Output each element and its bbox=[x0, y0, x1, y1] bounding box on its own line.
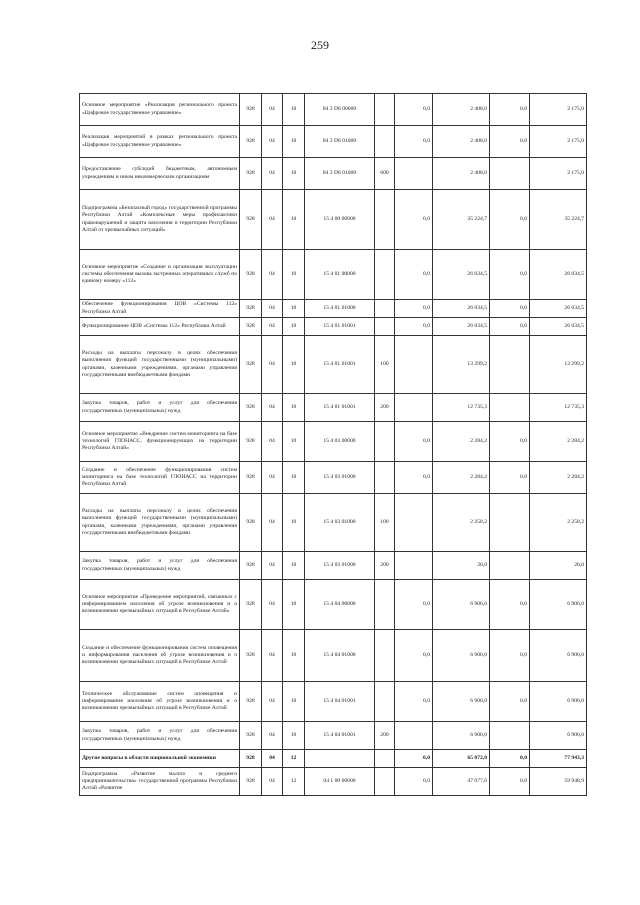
page-number: 259 bbox=[311, 38, 329, 52]
amount-col-4: 2 175,0 bbox=[530, 126, 587, 158]
section-code: 04 bbox=[262, 250, 283, 300]
amount-col-2: 47 077,6 bbox=[433, 768, 490, 796]
amount-col-2: 35 224,7 bbox=[433, 190, 490, 250]
section-code: 04 bbox=[262, 394, 283, 422]
amount-col-4: 12 735,3 bbox=[530, 394, 587, 422]
table-row bbox=[80, 682, 587, 722]
row-name: Техническое обслуживание систем оповещения и информирования населения об угрозе возникновения и о возникновении чрезвычайных ситуаций в Республике Алтай bbox=[80, 682, 240, 722]
budget-table bbox=[79, 93, 587, 796]
amount-col-3: 0,0 bbox=[490, 94, 530, 126]
amount-col-1: 0,0 bbox=[395, 750, 433, 768]
ministry-code: 928 bbox=[240, 580, 262, 630]
row-name: Закупка товаров, работ и услуг для обеспечения государственных (муниципальных) нужд bbox=[80, 722, 240, 750]
amount-col-2: 6 906,0 bbox=[433, 722, 490, 750]
expense-type bbox=[375, 422, 395, 462]
section-code: 04 bbox=[262, 94, 283, 126]
row-name: Реализация мероприятий в рамках регионального проекта «Цифровое государственное управление» bbox=[80, 126, 240, 158]
expense-type bbox=[375, 190, 395, 250]
amount-col-4: 6 906,0 bbox=[530, 722, 587, 750]
amount-col-3 bbox=[490, 336, 530, 394]
subsection-code: 10 bbox=[283, 580, 305, 630]
subsection-code: 10 bbox=[283, 126, 305, 158]
ministry-code: 928 bbox=[240, 462, 262, 494]
amount-col-3: 0,0 bbox=[490, 422, 530, 462]
section-code: 04 bbox=[262, 300, 283, 318]
section-code: 04 bbox=[262, 462, 283, 494]
section-code: 04 bbox=[262, 552, 283, 580]
expense-type bbox=[375, 768, 395, 796]
amount-col-1 bbox=[395, 394, 433, 422]
ministry-code: 928 bbox=[240, 630, 262, 682]
subsection-code: 10 bbox=[283, 94, 305, 126]
table-row bbox=[80, 318, 587, 336]
row-name: Другие вопросы в области национальной экономики bbox=[80, 750, 240, 768]
expense-type: 200 bbox=[375, 552, 395, 580]
target-article: 15 4 03 00000 bbox=[305, 422, 375, 462]
target-article: 15 4 01 01001 bbox=[305, 318, 375, 336]
section-code: 04 bbox=[262, 682, 283, 722]
subsection-code: 10 bbox=[283, 422, 305, 462]
expense-type: 200 bbox=[375, 394, 395, 422]
expense-type bbox=[375, 682, 395, 722]
amount-col-1 bbox=[395, 494, 433, 552]
table-row bbox=[80, 190, 587, 250]
subsection-code: 10 bbox=[283, 300, 305, 318]
ministry-code: 928 bbox=[240, 750, 262, 768]
row-name: Закупка товаров, работ и услуг для обеспечения государственных (муниципальных) нужд bbox=[80, 394, 240, 422]
ministry-code: 928 bbox=[240, 190, 262, 250]
subsection-code: 10 bbox=[283, 630, 305, 682]
table-row bbox=[80, 300, 587, 318]
amount-col-1 bbox=[395, 552, 433, 580]
amount-col-3: 0,0 bbox=[490, 682, 530, 722]
row-name: Создание и обеспечение функционирования систем оповещения и информирования населения об угрозе возникновения и о возникновении чрезвычайных ситуаций в Республике Алтай bbox=[80, 630, 240, 682]
table-row bbox=[80, 422, 587, 462]
amount-col-1: 0,0 bbox=[395, 630, 433, 682]
amount-col-4: 26,0 bbox=[530, 552, 587, 580]
amount-col-4: 2 175,0 bbox=[530, 158, 587, 190]
table-row bbox=[80, 768, 587, 796]
target-article: 15 4 03 01000 bbox=[305, 494, 375, 552]
amount-col-4: 2 284,2 bbox=[530, 462, 587, 494]
ministry-code: 928 bbox=[240, 126, 262, 158]
row-name: Основное мероприятие «Внедрение систем мониторинга на базе технологий ГЛОНАСС, функционирующих на территории Республики Алтай» bbox=[80, 422, 240, 462]
amount-col-2: 2 284,2 bbox=[433, 422, 490, 462]
amount-col-3: 0,0 bbox=[490, 190, 530, 250]
amount-col-4: 13 299,2 bbox=[530, 336, 587, 394]
subsection-code: 10 bbox=[283, 682, 305, 722]
ministry-code: 928 bbox=[240, 318, 262, 336]
section-code: 04 bbox=[262, 158, 283, 190]
target-article: 04 3 D6 00000 bbox=[305, 94, 375, 126]
ministry-code: 928 bbox=[240, 394, 262, 422]
amount-col-1: 0,0 bbox=[395, 250, 433, 300]
amount-col-1: 0,0 bbox=[395, 768, 433, 796]
amount-col-1: 0,0 bbox=[395, 318, 433, 336]
amount-col-4: 2 284,2 bbox=[530, 422, 587, 462]
amount-col-2: 26 034,5 bbox=[433, 318, 490, 336]
amount-col-1: 0,0 bbox=[395, 580, 433, 630]
amount-col-2: 6 906,0 bbox=[433, 580, 490, 630]
target-article: 04 3 D6 01000 bbox=[305, 126, 375, 158]
section-code: 04 bbox=[262, 336, 283, 394]
amount-col-2: 26 034,5 bbox=[433, 250, 490, 300]
row-name: Подпрограмма «Безопасный город» государственной программы Республики Алтай «Комплексные меры профилактики правонарушений и защита населения и территории Республики Алтай от чрезвычайных ситуаций» bbox=[80, 190, 240, 250]
target-article: 15 4 01 01001 bbox=[305, 336, 375, 394]
amount-col-4: 59 948,9 bbox=[530, 768, 587, 796]
amount-col-2: 26,0 bbox=[433, 552, 490, 580]
amount-col-3 bbox=[490, 494, 530, 552]
amount-col-4: 26 034,5 bbox=[530, 250, 587, 300]
ministry-code: 928 bbox=[240, 722, 262, 750]
table-row bbox=[80, 94, 587, 126]
ministry-code: 928 bbox=[240, 94, 262, 126]
subsection-code: 10 bbox=[283, 250, 305, 300]
expense-type bbox=[375, 94, 395, 126]
expense-type bbox=[375, 750, 395, 768]
ministry-code: 928 bbox=[240, 768, 262, 796]
ministry-code: 928 bbox=[240, 422, 262, 462]
expense-type bbox=[375, 318, 395, 336]
amount-col-1 bbox=[395, 336, 433, 394]
amount-col-2: 2 284,2 bbox=[433, 462, 490, 494]
amount-col-1: 0,0 bbox=[395, 94, 433, 126]
amount-col-2: 2 258,2 bbox=[433, 494, 490, 552]
table-row bbox=[80, 552, 587, 580]
amount-col-3: 0,0 bbox=[490, 318, 530, 336]
amount-col-4: 6 906,0 bbox=[530, 580, 587, 630]
subsection-code: 10 bbox=[283, 394, 305, 422]
subsection-code: 10 bbox=[283, 190, 305, 250]
target-article: 04 1 00 00000 bbox=[305, 768, 375, 796]
amount-col-4: 6 906,0 bbox=[530, 630, 587, 682]
ministry-code: 928 bbox=[240, 336, 262, 394]
amount-col-2: 2 408,0 bbox=[433, 126, 490, 158]
amount-col-2: 2 408,0 bbox=[433, 94, 490, 126]
table-row bbox=[80, 462, 587, 494]
table-row bbox=[80, 336, 587, 394]
amount-col-1 bbox=[395, 722, 433, 750]
amount-col-4: 77 943,3 bbox=[530, 750, 587, 768]
section-code: 04 bbox=[262, 750, 283, 768]
subsection-code: 10 bbox=[283, 552, 305, 580]
subsection-code: 12 bbox=[283, 768, 305, 796]
amount-col-3: 0,0 bbox=[490, 300, 530, 318]
amount-col-4: 6 906,0 bbox=[530, 682, 587, 722]
target-article: 04 3 D6 01000 bbox=[305, 158, 375, 190]
amount-col-4: 2 258,2 bbox=[530, 494, 587, 552]
amount-col-3: 0,0 bbox=[490, 580, 530, 630]
table-row bbox=[80, 722, 587, 750]
table-row bbox=[80, 630, 587, 682]
row-name: Основное мероприятие «Реализация регионального проекта «Цифровое государственное управление» bbox=[80, 94, 240, 126]
target-article: 15 4 04 01001 bbox=[305, 722, 375, 750]
subsection-code: 10 bbox=[283, 494, 305, 552]
amount-col-3: 0,0 bbox=[490, 250, 530, 300]
table-body bbox=[80, 94, 587, 796]
amount-col-3 bbox=[490, 722, 530, 750]
amount-col-3 bbox=[490, 552, 530, 580]
subsection-code: 10 bbox=[283, 722, 305, 750]
subsection-code: 10 bbox=[283, 158, 305, 190]
ministry-code: 928 bbox=[240, 300, 262, 318]
subsection-code: 10 bbox=[283, 336, 305, 394]
amount-col-3 bbox=[490, 158, 530, 190]
amount-col-2: 65 072,0 bbox=[433, 750, 490, 768]
subsection-code: 12 bbox=[283, 750, 305, 768]
row-name: Подпрограмма «Развитие малого и среднего предпринимательства» государственной программы Республики Алтай «Развитие bbox=[80, 768, 240, 796]
amount-col-1: 0,0 bbox=[395, 462, 433, 494]
section-code: 04 bbox=[262, 630, 283, 682]
section-code: 04 bbox=[262, 580, 283, 630]
target-article: 15 4 01 01000 bbox=[305, 300, 375, 318]
expense-type bbox=[375, 462, 395, 494]
amount-col-3: 0,0 bbox=[490, 462, 530, 494]
target-article: 15 4 03 01000 bbox=[305, 552, 375, 580]
target-article: 15 4 04 00000 bbox=[305, 580, 375, 630]
row-name: Расходы на выплаты персоналу в целях обеспечения выполнения функций государственными (муниципальными) органами, казенными учреждениями, органами управления государственными внебюджетными фондами bbox=[80, 494, 240, 552]
table-row bbox=[80, 158, 587, 190]
row-name: Расходы на выплаты персоналу в целях обеспечения выполнения функций государственными (муниципальными) органами, казенными учреждениями, органами управления государственными внебюджетными фондами bbox=[80, 336, 240, 394]
subsection-code: 10 bbox=[283, 462, 305, 494]
target-article: 15 4 04 01001 bbox=[305, 682, 375, 722]
target-article: 15 4 01 00000 bbox=[305, 250, 375, 300]
amount-col-4: 2 175,0 bbox=[530, 94, 587, 126]
amount-col-2: 13 299,2 bbox=[433, 336, 490, 394]
section-code: 04 bbox=[262, 318, 283, 336]
target-article: 15 4 04 01000 bbox=[305, 630, 375, 682]
amount-col-3: 0,0 bbox=[490, 126, 530, 158]
expense-type bbox=[375, 126, 395, 158]
target-article bbox=[305, 750, 375, 768]
section-code: 04 bbox=[262, 126, 283, 158]
amount-col-2: 6 906,0 bbox=[433, 682, 490, 722]
table-row bbox=[80, 126, 587, 158]
amount-col-2: 2 408,0 bbox=[433, 158, 490, 190]
subsection-code: 10 bbox=[283, 318, 305, 336]
amount-col-1: 0,0 bbox=[395, 190, 433, 250]
row-name: Обеспечение функционирования ЦОВ «Системы 112» Республики Алтай bbox=[80, 300, 240, 318]
target-article: 15 4 03 01000 bbox=[305, 462, 375, 494]
table-row bbox=[80, 494, 587, 552]
expense-type bbox=[375, 300, 395, 318]
amount-col-4: 35 224,7 bbox=[530, 190, 587, 250]
section-code: 04 bbox=[262, 768, 283, 796]
row-name: Функционирование ЦОВ «Системы 112» Республики Алтай bbox=[80, 318, 240, 336]
row-name: Основное мероприятие «Проведение мероприятий, связанных с информированием населения об угрозе возникновения и о возникновении чрезвычайных ситуаций в Республике Алтай» bbox=[80, 580, 240, 630]
amount-col-4: 26 034,5 bbox=[530, 300, 587, 318]
table-row bbox=[80, 250, 587, 300]
amount-col-3: 0,0 bbox=[490, 630, 530, 682]
expense-type bbox=[375, 580, 395, 630]
table-row bbox=[80, 580, 587, 630]
row-name: Предоставление субсидий бюджетным, автономным учреждениям и иным некоммерческим организациям bbox=[80, 158, 240, 190]
section-code: 04 bbox=[262, 494, 283, 552]
row-name: Создание и обеспечение функционирования систем мониторинга на базе технологий ГЛОНАСС на территории Республики Алтай bbox=[80, 462, 240, 494]
target-article: 15 4 00 00000 bbox=[305, 190, 375, 250]
expense-type: 100 bbox=[375, 336, 395, 394]
amount-col-1: 0,0 bbox=[395, 126, 433, 158]
section-code: 04 bbox=[262, 722, 283, 750]
table-row bbox=[80, 750, 587, 768]
expense-type: 600 bbox=[375, 158, 395, 190]
amount-col-1 bbox=[395, 158, 433, 190]
ministry-code: 928 bbox=[240, 682, 262, 722]
ministry-code: 928 bbox=[240, 158, 262, 190]
amount-col-4: 26 034,5 bbox=[530, 318, 587, 336]
amount-col-1: 0,0 bbox=[395, 422, 433, 462]
section-code: 04 bbox=[262, 190, 283, 250]
amount-col-1: 0,0 bbox=[395, 682, 433, 722]
amount-col-1: 0,0 bbox=[395, 300, 433, 318]
amount-col-2: 6 906,0 bbox=[433, 630, 490, 682]
expense-type: 200 bbox=[375, 722, 395, 750]
expense-type bbox=[375, 250, 395, 300]
amount-col-2: 26 034,5 bbox=[433, 300, 490, 318]
expense-type: 100 bbox=[375, 494, 395, 552]
ministry-code: 928 bbox=[240, 552, 262, 580]
expense-type bbox=[375, 630, 395, 682]
target-article: 15 4 01 01001 bbox=[305, 394, 375, 422]
row-name: Закупка товаров, работ и услуг для обеспечения государственных (муниципальных) нужд bbox=[80, 552, 240, 580]
amount-col-3: 0,0 bbox=[490, 768, 530, 796]
row-name: Основное мероприятие «Создание и организация эксплуатации системы обеспечения вызова экстренных оперативных служб по единому номеру «112» bbox=[80, 250, 240, 300]
ministry-code: 928 bbox=[240, 494, 262, 552]
section-code: 04 bbox=[262, 422, 283, 462]
amount-col-2: 12 735,3 bbox=[433, 394, 490, 422]
table-row bbox=[80, 394, 587, 422]
ministry-code: 928 bbox=[240, 250, 262, 300]
amount-col-3 bbox=[490, 394, 530, 422]
amount-col-3: 0,0 bbox=[490, 750, 530, 768]
